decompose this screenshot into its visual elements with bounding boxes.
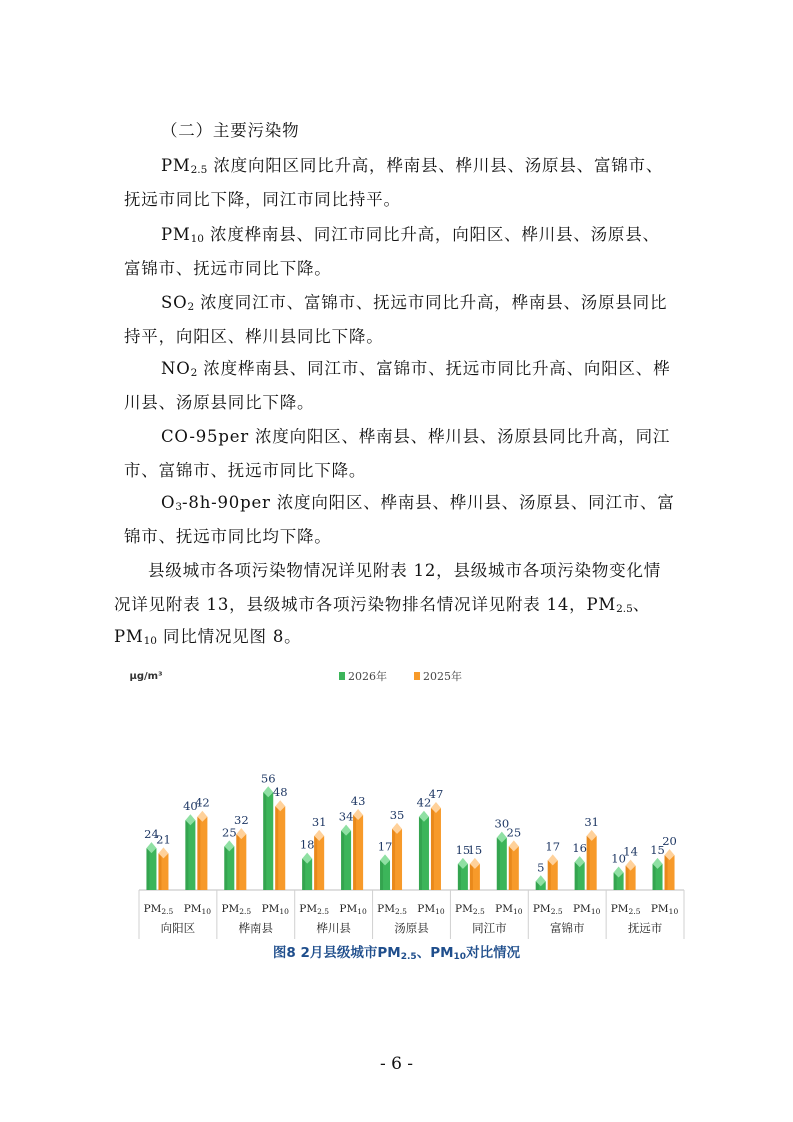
data-label: 31 <box>584 814 599 829</box>
data-label: 43 <box>350 793 366 808</box>
subcategory-label: PM2.5 <box>532 903 563 916</box>
data-label: 56 <box>260 771 276 786</box>
legend-swatch-1 <box>339 672 345 680</box>
data-label: 24 <box>144 827 159 842</box>
bar-shade <box>575 862 578 890</box>
o3-paragraph-line1: $O_3-8h-90per$ 浓度向阳区、桦南县、桦川县、汤原县、同江市、富 <box>161 493 675 513</box>
section-heading: （二）主要污染物 <box>161 121 300 140</box>
subcategory-label: PM2.5 <box>610 903 641 916</box>
pm10-paragraph-line2: 富锦市、抚远市同比下降。 <box>124 259 332 278</box>
bar-shade <box>275 806 278 890</box>
data-label: 14 <box>623 844 638 859</box>
bar-shade <box>587 836 590 890</box>
bar-shade <box>185 820 188 890</box>
so2-paragraph-line2: 持平，向阳区、桦川县同比下降。 <box>124 327 384 346</box>
bar-shade <box>236 834 239 890</box>
bar-shade <box>470 864 473 890</box>
summary-line2: 况详见附表 13，县级城市各项污染物排名情况详见附表 14，$PM_{2.5}$、 <box>114 595 651 615</box>
chart-svg <box>124 662 694 942</box>
data-label: 17 <box>377 839 393 854</box>
data-label: 34 <box>338 809 354 824</box>
bar-shade <box>653 864 656 890</box>
chart-unit-label: μg/m³ <box>129 671 163 682</box>
subcategory-label: PM10 <box>495 903 523 916</box>
bar-shade <box>380 860 383 890</box>
pm10-paragraph-line1: $PM_{10}$ 浓度桦南县、同江市同比升高，向阳区、桦川县、汤原县、 <box>161 225 660 245</box>
subcategory-label: PM10 <box>339 903 367 916</box>
no2-paragraph-line2: 川县、汤原县同比下降。 <box>124 393 315 412</box>
bar-shade <box>263 792 266 890</box>
data-label: 18 <box>299 837 315 852</box>
bar-shade <box>158 853 161 890</box>
data-label: 25 <box>506 825 522 840</box>
bar-shade <box>626 866 629 890</box>
data-label: 30 <box>494 816 510 831</box>
pm-comparison-chart <box>124 662 694 962</box>
no2-paragraph-line1: $NO_2$ 浓度桦南县、同江市、富锦市、抚远市同比升高、向阳区、桦 <box>161 359 671 379</box>
subcategory-label: PM2.5 <box>299 903 330 916</box>
category-label: 同江市 <box>472 921 507 935</box>
category-label: 富锦市 <box>549 921 585 935</box>
bar-shade <box>665 855 668 890</box>
data-label: 15 <box>467 842 483 857</box>
bar-shade <box>392 829 395 890</box>
data-label: 42 <box>195 795 210 810</box>
data-label: 10 <box>611 851 626 866</box>
data-label: 15 <box>455 842 471 857</box>
legend-label-1: 2026年 <box>348 670 387 683</box>
pm25-paragraph-line1: $PM_{2.5}$ 浓度向阳区同比升高，桦南县、桦川县、汤原县、富锦市、 <box>161 156 664 176</box>
bar-shade <box>341 831 344 890</box>
bar-shade <box>548 860 551 890</box>
data-label: 20 <box>662 834 677 849</box>
pm25-paragraph-line2: 抚远市同比下降，同江市同比持平。 <box>124 190 401 209</box>
bar-shade <box>224 846 227 890</box>
data-label: 32 <box>234 813 249 828</box>
bar-shade <box>509 846 512 890</box>
subcategory-label: PM2.5 <box>221 903 252 916</box>
subcategory-label: PM2.5 <box>143 903 174 916</box>
bar-shade <box>314 836 317 890</box>
category-label: 抚远市 <box>627 921 663 935</box>
category-label: 向阳区 <box>160 921 196 935</box>
subcategory-label: PM10 <box>183 903 212 916</box>
figure-caption: 图8 2月县级城市$PM_{2.5}$、$PM_{10}$对比情况 <box>272 945 521 962</box>
data-label: 17 <box>545 839 561 854</box>
bar-shade <box>419 817 422 890</box>
data-label: 42 <box>416 795 432 810</box>
data-label: 47 <box>428 786 444 801</box>
legend-swatch-2 <box>414 672 420 680</box>
data-label: 21 <box>156 832 171 847</box>
summary-line1: 县级城市各项污染物情况详见附表 12，县级城市各项污染物变化情 <box>148 561 662 580</box>
data-label: 5 <box>537 860 545 875</box>
data-label: 35 <box>389 807 405 822</box>
co-paragraph-line2: 市、富锦市、抚远市同比下降。 <box>124 461 367 480</box>
category-label: 桦川县 <box>316 921 351 935</box>
data-label: 15 <box>650 842 665 857</box>
legend-label-2: 2025年 <box>423 670 462 683</box>
page-number: - 6 - <box>379 1054 414 1074</box>
co-paragraph-line1: CO-95per 浓度向阳区、桦南县、桦川县、汤原县同比升高，同江 <box>161 427 671 446</box>
bar-shade <box>497 838 500 890</box>
bar-shade <box>614 873 617 890</box>
summary-line3: $PM_{10}$ 同比情况见图 8。 <box>114 627 302 647</box>
data-label: 16 <box>572 841 587 856</box>
bar-shade <box>302 859 305 890</box>
subcategory-label: PM10 <box>417 903 445 916</box>
bar-shade <box>146 848 149 890</box>
subcategory-label: PM10 <box>261 903 289 916</box>
category-label: 桦南县 <box>238 921 274 935</box>
category-label: 汤原县 <box>394 921 429 935</box>
data-label: 31 <box>311 814 327 829</box>
bar-shade <box>458 864 461 890</box>
bar-shade <box>197 817 200 890</box>
so2-paragraph-line1: $SO_2$ 浓度同江市、富锦市、抚远市同比升高，桦南县、汤原县同比 <box>161 293 668 313</box>
subcategory-label: PM10 <box>572 903 601 916</box>
o3-paragraph-line2: 锦市、抚远市同比均下降。 <box>124 527 332 546</box>
bar-shade <box>353 815 356 890</box>
data-label: 25 <box>222 825 237 840</box>
bar-shade <box>431 808 434 890</box>
subcategory-label: PM10 <box>650 903 679 916</box>
data-label: 48 <box>272 785 288 800</box>
subcategory-label: PM2.5 <box>455 903 485 916</box>
subcategory-label: PM2.5 <box>377 903 407 916</box>
data-label: 40 <box>183 799 198 814</box>
